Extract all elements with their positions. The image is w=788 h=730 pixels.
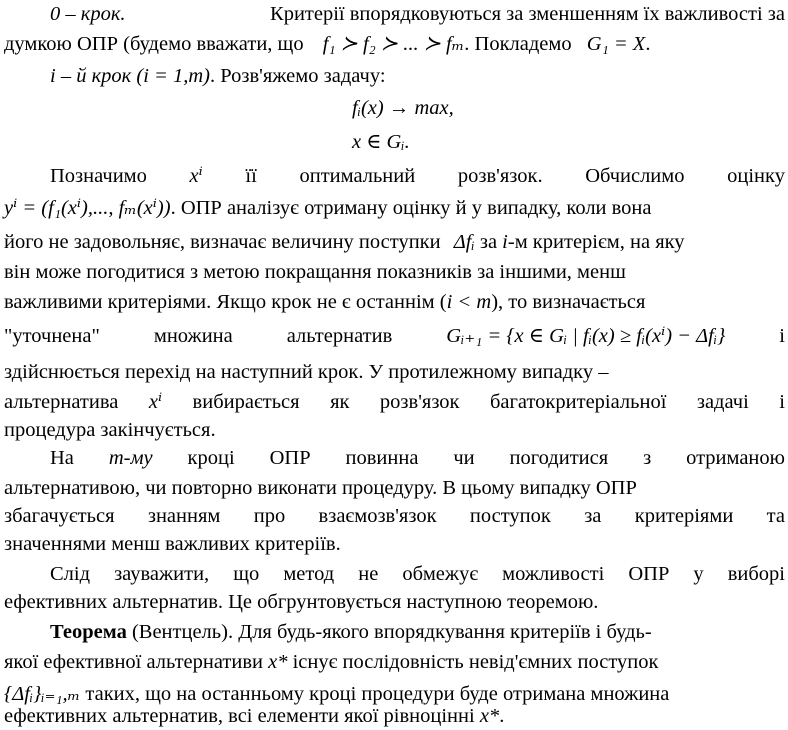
word: альтернатива — [4, 391, 119, 413]
word: поступок — [469, 505, 551, 527]
word: розв'язок — [379, 391, 460, 413]
math-expression: G₁ = X — [586, 33, 646, 55]
text-fragment: значеннями менш важливих критеріїв. — [4, 533, 341, 555]
word: і — [779, 325, 785, 347]
word: багатокритеріальної — [489, 391, 667, 413]
word: і — [779, 391, 785, 413]
word: ОПР — [628, 563, 670, 585]
punctuation: . — [499, 705, 505, 727]
word: ОПР — [269, 447, 311, 469]
text-fragment: його не задовольняє, визначає величину поступки — [4, 231, 441, 253]
text-line — [4, 560, 785, 588]
word: її — [245, 165, 257, 187]
math-expression: x* — [268, 651, 288, 673]
word: оцінку — [727, 165, 785, 187]
math-expression: i < m — [446, 291, 492, 313]
text-line — [4, 194, 785, 222]
word: та — [766, 505, 785, 527]
word: збагачується — [4, 505, 115, 527]
word: множина — [153, 325, 233, 347]
text-line — [4, 0, 785, 28]
text-line — [4, 502, 785, 530]
text-fragment: якої ефективної альтернативи — [4, 651, 263, 673]
text-line — [4, 62, 785, 90]
word: Позначимо — [50, 165, 147, 187]
text-line — [4, 258, 785, 286]
word: повинна — [345, 447, 419, 469]
word: вибирається — [192, 391, 300, 413]
text-fragment: . Розв'яжемо задачу: — [210, 65, 386, 87]
text-fragment: таких, що на останньому кроці процедури буде отримана множина — [85, 683, 670, 705]
word: як — [330, 391, 350, 413]
text-fragment: ефективних альтернатив. Це обгрунтовується наступною теоремою. — [4, 591, 599, 613]
text-line — [4, 288, 785, 316]
math-expression: Δfᵢ — [453, 231, 475, 253]
word: про — [253, 505, 286, 527]
word: з — [643, 447, 652, 469]
text-line — [4, 474, 785, 502]
word: розв'язок. — [457, 165, 543, 187]
word: метод — [283, 563, 335, 585]
math-expression: x* — [479, 705, 500, 727]
equation-objective: fᵢ(x) → max, — [352, 97, 454, 119]
text-fragment: думкою ОПР (будемо вважати, що — [4, 33, 304, 55]
text-fragment: здійснюється перехід на наступний крок. У протилежному випадку – — [4, 361, 609, 383]
text-line — [4, 444, 785, 472]
word: зауважити, — [114, 563, 210, 585]
text-fragment: альтернативою, чи повторно виконати процедуру. В цьому випадку ОПР — [4, 477, 637, 499]
text-line — [4, 618, 785, 646]
punctuation: . — [645, 33, 651, 55]
word: На — [50, 447, 74, 469]
math-expression: Gᵢ₊₁ = {x ∈ Gᵢ | fᵢ(x) ≥ fᵢ(xⁱ) − Δfᵢ} — [446, 325, 726, 347]
math-expression: yⁱ = (f₁(xⁱ),..., fₘ(xⁱ)) — [4, 197, 171, 219]
word: не — [358, 563, 379, 585]
word: критеріями — [634, 505, 734, 527]
math-expression: f₁ ≻ f₂ ≻ ... ≻ fₘ — [322, 33, 465, 55]
word: у — [693, 563, 704, 585]
word: отриманою — [686, 447, 785, 469]
text-fragment: (Вентцель). Для будь-якого впорядкування критеріїв і будь- — [131, 621, 652, 643]
text-line — [4, 228, 785, 256]
step-i-label: i – й крок — [50, 65, 132, 87]
equation-constraint: x ∈ Gᵢ. — [352, 131, 410, 153]
word: за — [584, 505, 602, 527]
math-expression: xⁱ — [148, 391, 163, 413]
text-fragment: ефективних альтернатив, всі елементи якої рівноцінні — [4, 705, 475, 727]
word: що — [233, 563, 260, 585]
text-fragment: ), то визначається — [491, 291, 646, 313]
text-line — [4, 322, 785, 350]
math-expression: m-му — [108, 447, 153, 469]
text-fragment: важливими критеріями. Якщо крок не є останнім ( — [4, 291, 447, 313]
word: взаємозв'язок — [318, 505, 437, 527]
word: альтернатив — [286, 325, 393, 347]
step-zero-label: 0 – крок. — [50, 3, 126, 25]
word: задачі — [696, 391, 749, 413]
word: погодитися — [509, 447, 609, 469]
word: Слід — [50, 563, 91, 585]
text-fragment: . Покладемо — [464, 33, 572, 55]
text-fragment: за — [479, 231, 498, 253]
word: оптимальний — [299, 165, 416, 187]
word: чи — [453, 447, 475, 469]
theorem-heading: Теорема — [50, 621, 127, 643]
text-fragment: він може погодитися з метою покращання показників за іншими, менш — [4, 261, 626, 283]
word: Обчислимо — [585, 165, 685, 187]
text-fragment: -м критерієм, на яку — [507, 231, 685, 253]
text-fragment: Критерії впорядковуються за зменшенням їх важливості за — [270, 3, 785, 25]
word: обмежує — [402, 563, 479, 585]
text-fragment: процедура закінчується. — [4, 419, 216, 441]
text-line — [4, 388, 785, 416]
text-line — [4, 30, 785, 58]
text-line — [4, 530, 785, 558]
word: "уточнена" — [4, 325, 100, 347]
text-line — [4, 162, 785, 190]
word: кроці — [187, 447, 235, 469]
word: можливості — [502, 563, 605, 585]
text-line — [4, 416, 785, 444]
math-expression: {Δfᵢ}ᵢ₌₁,ₘ — [4, 683, 81, 705]
text-line — [4, 588, 785, 616]
text-line — [4, 702, 785, 730]
math-expression: xⁱ — [189, 165, 203, 187]
math-expression: (i = 1,m) — [136, 65, 210, 87]
word: знанням — [147, 505, 221, 527]
text-line — [4, 648, 785, 676]
math-expression: i — [502, 231, 508, 253]
text-fragment: існує послідовність невід'ємних поступок — [292, 651, 659, 673]
text-line — [4, 358, 785, 386]
text-fragment: . ОПР аналізує отриману оцінку й у випадку, коли вона — [170, 197, 652, 219]
word: виборі — [727, 563, 785, 585]
